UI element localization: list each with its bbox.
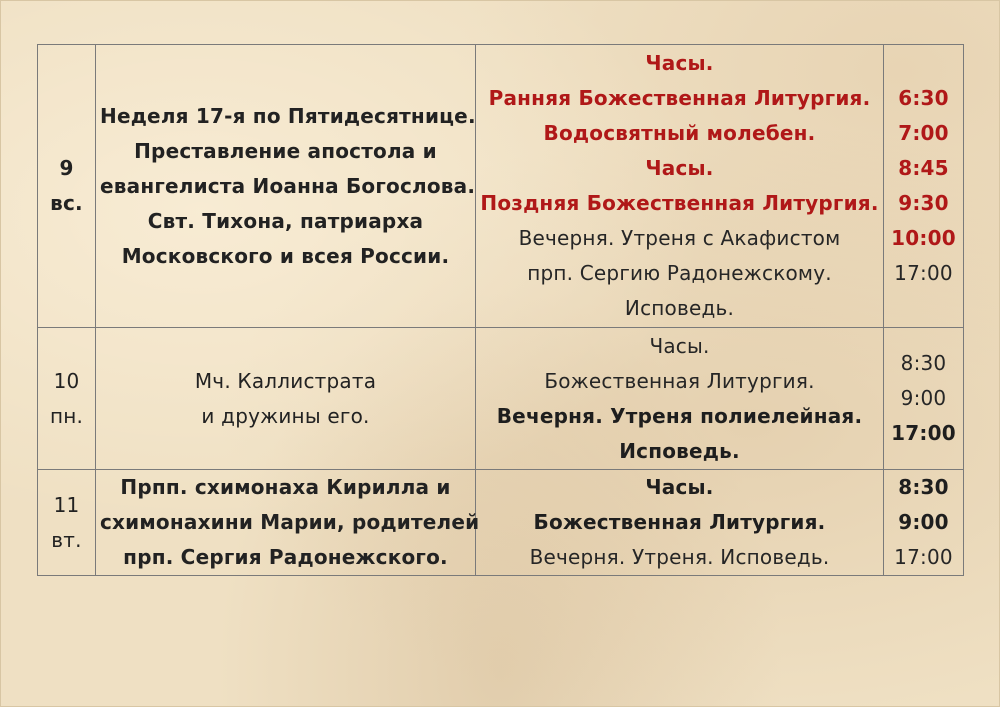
commemoration-line: Прпп. схимонаха Кирилла и [120,475,451,499]
service-line: Вечерня. Утреня. Исповедь. [529,545,830,569]
commemoration-line: Преставление апостола и [134,138,437,163]
date-cell [38,328,96,470]
service-line: Исповедь. [619,438,740,463]
weekday: вт. [51,527,82,552]
service-line: Вечерня. Утреня полиелейная. [496,403,863,428]
commemoration-line: и дружины его. [201,403,370,428]
day-number: 10 [53,368,80,393]
service-schedule-table [37,44,964,576]
service-line: Поздняя Божественная Литургия. [480,191,879,215]
commemoration-line: Свт. Тихона, патриарха [147,208,424,233]
day-number: 11 [53,492,80,517]
commemoration-line: Московского и всея России. [121,243,450,268]
service-time: 8:30 [898,475,949,499]
commemoration-cell [96,328,476,470]
service-time: 9:00 [900,386,947,410]
commemoration-line: Неделя 17-я по Пятидесятнице. [100,103,476,128]
schedule-row-day-10 [38,328,964,470]
service-line: прп. Сергию Радонежскому. [527,261,832,285]
times-cell [884,328,964,470]
service-line: Божественная Литургия. [533,510,826,534]
service-time: 17:00 [894,545,953,569]
service-time: 8:30 [900,351,947,375]
commemoration-cell [96,470,480,576]
service-time: 6:30 [898,86,949,110]
service-line: Исповедь. [624,296,735,320]
date-cell [38,45,96,328]
commemoration-line: евангелиста Иоанна Богослова. [100,173,476,198]
service-line: Вечерня. Утреня с Акафистом [518,226,841,250]
day-number: 9 [59,156,74,180]
weekday: вс. [50,191,83,215]
schedule-row-day-9 [38,45,964,328]
commemoration-line: Мч. Каллистрата [194,368,377,393]
commemoration-line: схимонахини Марии, родителей [100,510,480,534]
service-line: Водосвятный молебен. [543,121,816,145]
service-time: 17:00 [894,261,953,285]
service-line: Часы. [645,51,714,75]
service-time: 7:00 [898,121,949,145]
service-time: 9:00 [898,510,949,534]
times-cell [884,45,964,328]
weekday: пн. [49,403,84,428]
services-cell [476,45,884,328]
service-line: Часы. [645,475,714,499]
service-time: 9:30 [898,191,949,215]
times-cell [884,470,964,576]
service-line: Часы. [645,156,714,180]
schedule-row-day-11 [38,470,964,576]
service-time: 10:00 [891,226,956,250]
service-line: Божественная Литургия. [544,368,815,393]
service-line: Ранняя Божественная Литургия. [488,86,871,110]
service-line: Часы. [649,333,710,358]
commemoration-line: прп. Сергия Радонежского. [123,545,448,569]
services-cell [476,328,884,470]
service-time: 8:45 [898,156,949,180]
service-time: 17:00 [891,421,956,445]
commemoration-cell [96,45,476,328]
services-cell [476,470,884,576]
date-cell [38,470,96,576]
